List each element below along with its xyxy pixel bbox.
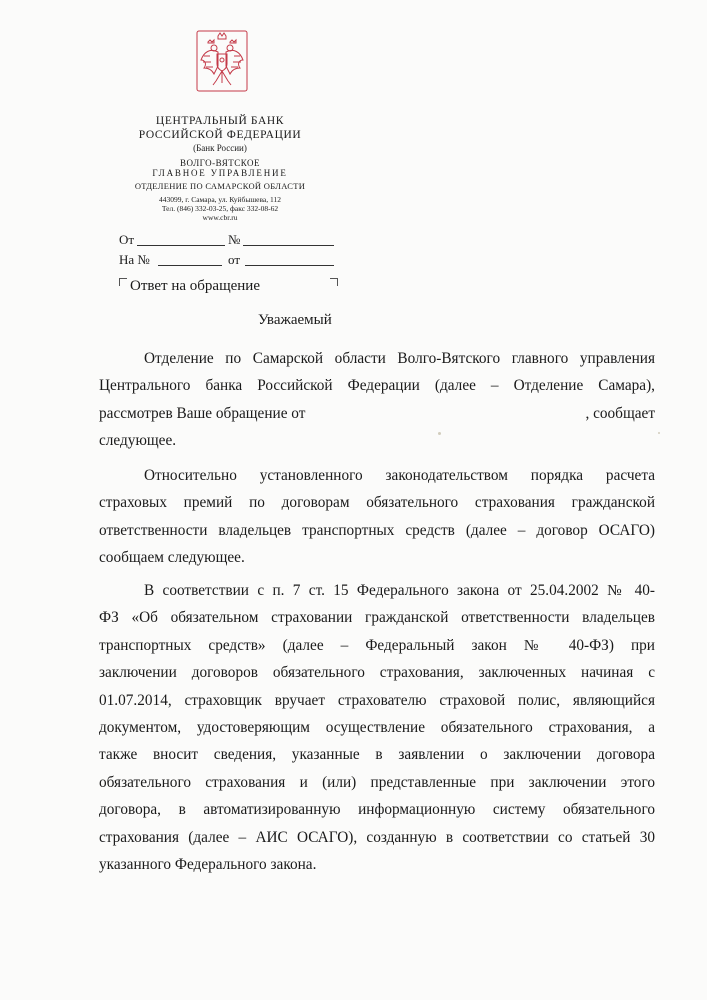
- text-line: следующее.: [99, 432, 177, 450]
- subject-corner-left: [119, 278, 127, 286]
- scan-speck: [658, 432, 660, 434]
- text-line: Относительно установленного законодательством порядка расчета: [144, 467, 655, 484]
- text-fragment: рассмотрев Ваше обращение от: [99, 404, 306, 422]
- scan-speck: [438, 432, 441, 435]
- text-fragment: , сообщает: [585, 404, 655, 422]
- text-line: страховых премий по договорам обязательного страхования гражданской: [99, 494, 655, 512]
- outgoing-number-line: [243, 245, 334, 246]
- from-label: От: [119, 232, 135, 247]
- incoming-number-line: [158, 265, 222, 266]
- contact-block: [120, 195, 320, 222]
- text-line: документом, удостоверяющим осуществление обязательного страхования, а: [99, 718, 655, 736]
- phone-fax: Тел. (846) 332-03-25, факс 332-08-62: [161, 204, 279, 213]
- division-name-line1: ВОЛГО-ВЯТСКОЕ: [180, 158, 260, 168]
- text-line: транспортных средств» (далее – Федеральный закон № 40-ФЗ) при: [99, 636, 655, 654]
- text-line: В соответствии с п. 7 ст. 15 Федерального закона от 25.04.2002 № 40-: [144, 582, 655, 599]
- text-line: Центрального банка Российской Федерации (далее – Отделение Самара),: [99, 377, 655, 395]
- paragraph-3: [99, 577, 655, 878]
- number-label: №: [228, 232, 241, 247]
- address: 443099, г. Самара, ул. Куйбышева, 112: [159, 195, 281, 204]
- office-name: ОТДЕЛЕНИЕ ПО САМАРСКОЙ ОБЛАСТИ: [134, 181, 306, 191]
- to-number-label: На №: [119, 252, 150, 267]
- bank-name: [120, 114, 320, 142]
- text-line: заключении договоров обязательного страхования, заключенных начиная с: [99, 664, 655, 682]
- salutation: Уважаемый: [258, 312, 332, 328]
- text-line: также вносит сведения, указанные в заявлении о заключении договора: [99, 746, 655, 764]
- text-line: указанного Федерального закона.: [99, 855, 317, 873]
- text-line: договора, в автоматизированную информационную систему обязательного: [99, 801, 655, 819]
- text-line: ответственности владельцев транспортных средств (далее – договор ОСАГО): [99, 521, 655, 539]
- bank-name-line2: РОССИЙСКОЙ ФЕДЕРАЦИИ: [138, 129, 302, 141]
- coat-of-arms-emblem: [196, 30, 248, 92]
- text-line: сообщаем следующее.: [99, 549, 245, 567]
- text-line: 01.07.2014, страховщик вручает страхователю страховой полис, являющийся: [99, 691, 655, 709]
- paragraph-1: [99, 345, 655, 455]
- text-line: ФЗ «Об обязательном страховании гражданской ответственности владельцев: [99, 609, 655, 627]
- website: www.cbr.ru: [202, 213, 238, 222]
- text-line: [99, 400, 655, 427]
- subject-corner-right: [330, 278, 338, 286]
- subject-line: Ответ на обращение: [130, 278, 260, 294]
- division-name-line2: ГЛАВНОЕ УПРАВЛЕНИЕ: [152, 168, 288, 178]
- from-date-line: [137, 245, 225, 246]
- text-line: страхования (далее – АИС ОСАГО), созданную в соответствии со статьей 30: [99, 828, 655, 846]
- bank-short-name: (Банк России): [193, 143, 247, 153]
- paragraph-2: [99, 462, 655, 572]
- bank-name-line1: ЦЕНТРАЛЬНЫЙ БАНК: [155, 115, 285, 127]
- text-line: обязательного страхования и (или) представленные при заключении этого: [99, 773, 655, 791]
- dated-label: от: [228, 252, 241, 267]
- incoming-date-line: [245, 265, 334, 266]
- text-line: Отделение по Самарской области Волго-Вятского главного управления: [144, 350, 655, 367]
